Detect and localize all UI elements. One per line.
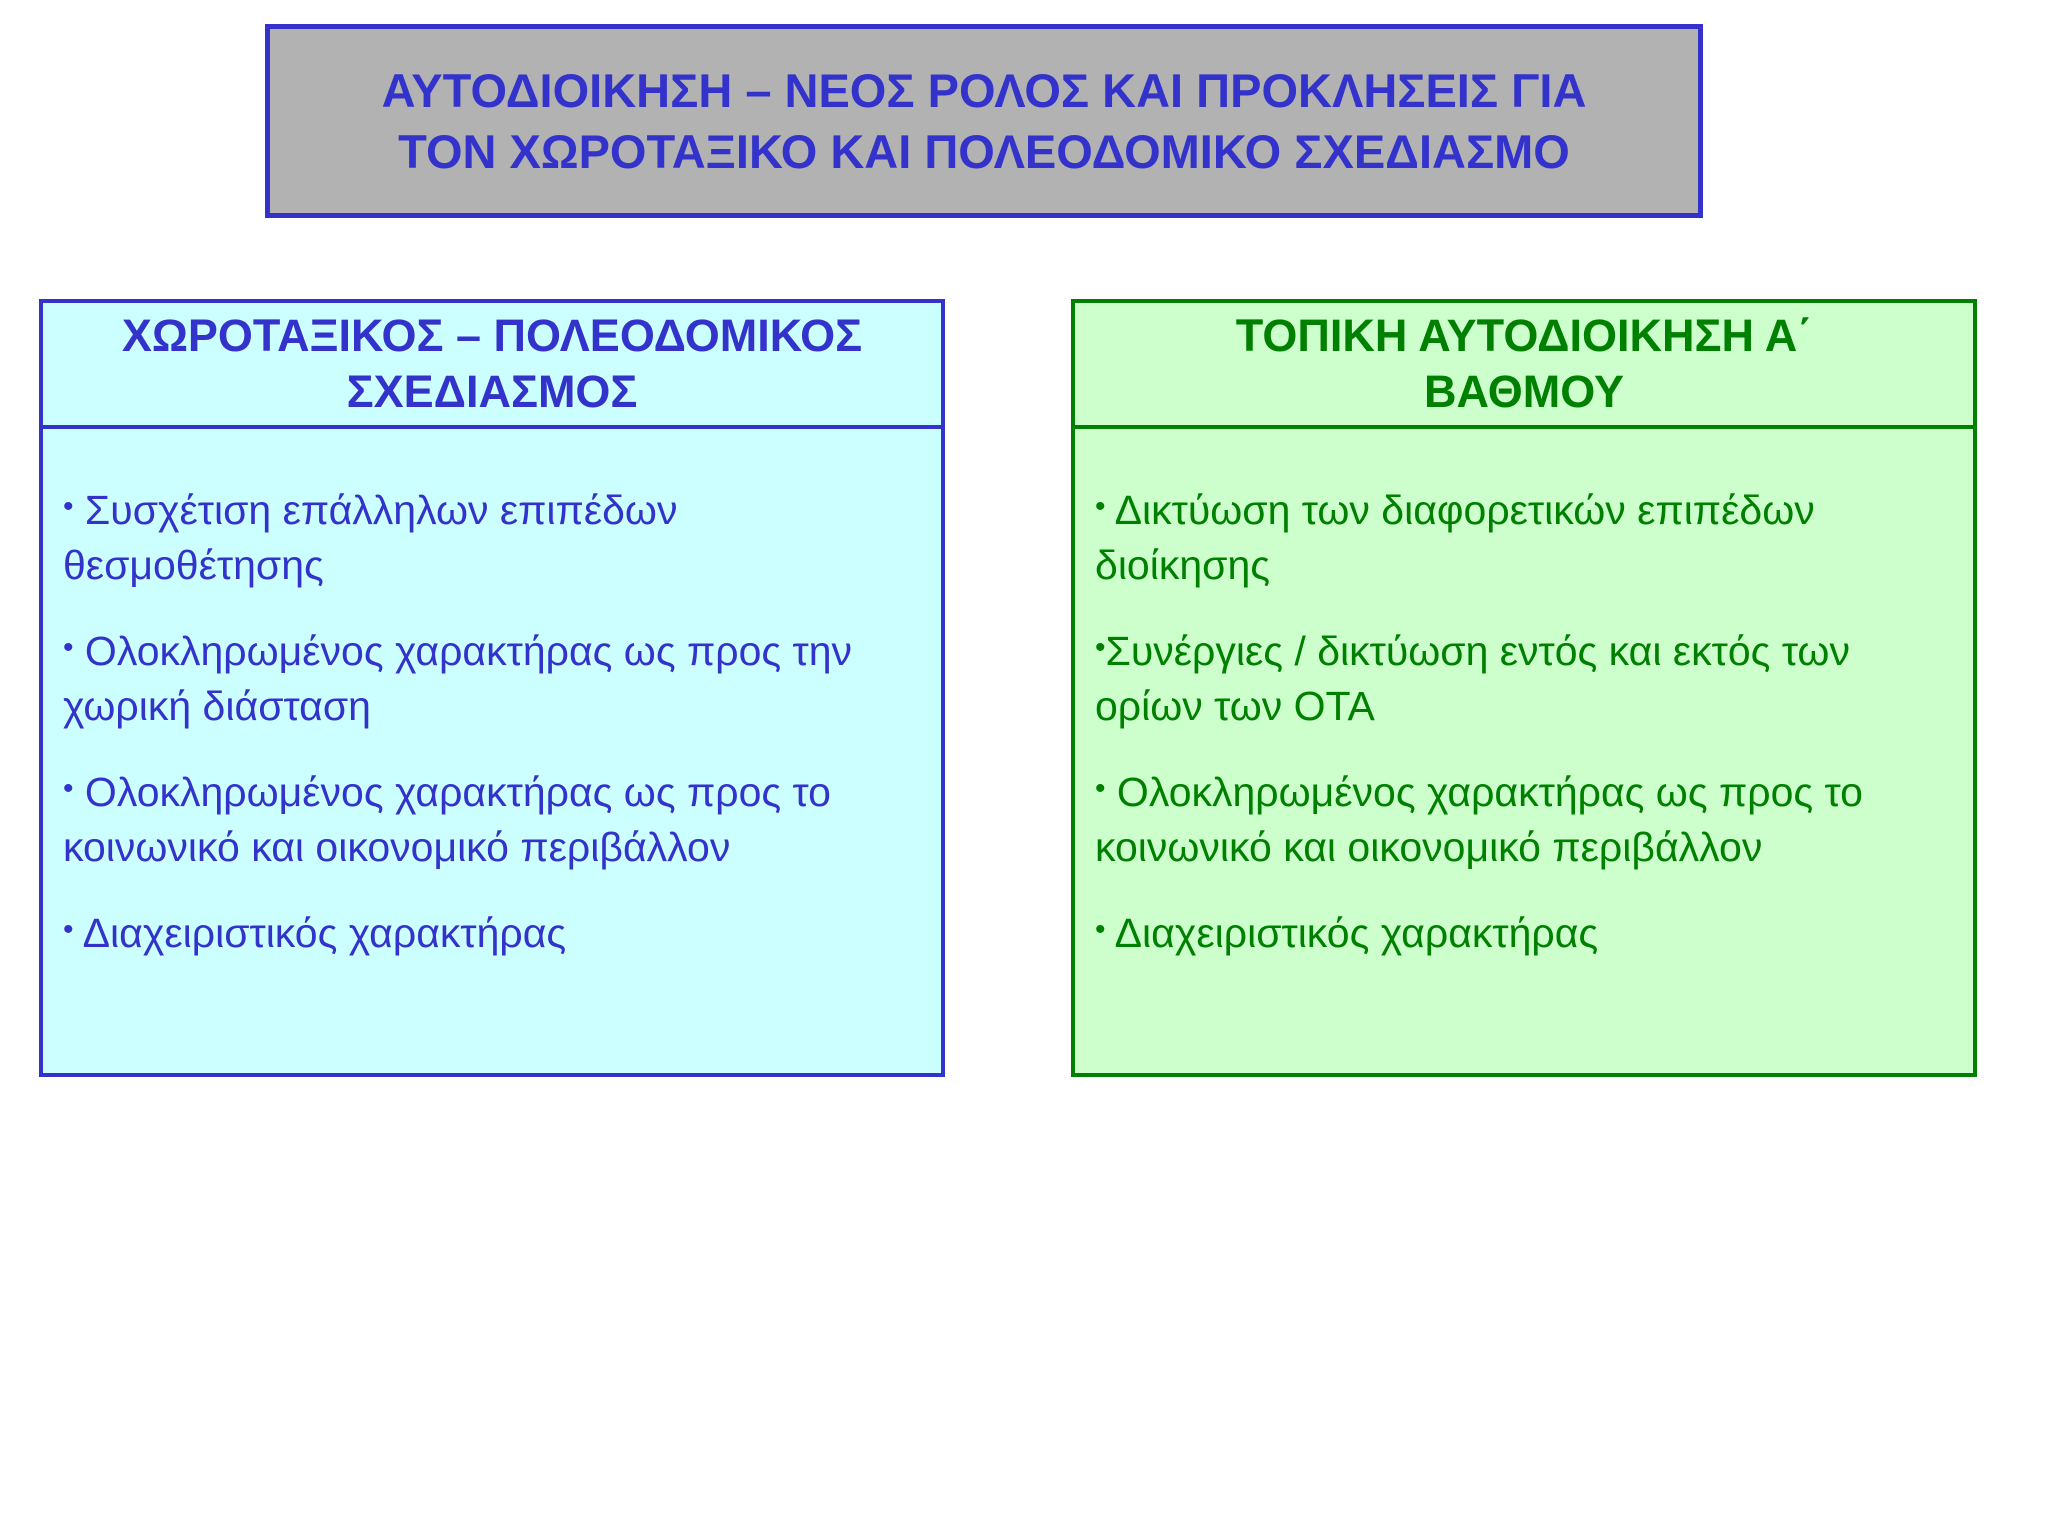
list-item — [1095, 479, 1955, 593]
local-government-panel — [1071, 299, 1977, 1077]
slide-title-line-1: ΑΥΤΟΔΙΟΙΚΗΣΗ – ΝΕΟΣ ΡΟΛΟΣ ΚΑΙ ΠΡΟΚΛΗΣΕΙΣ ΓΙΑ — [381, 64, 1587, 117]
slide-title — [265, 24, 1703, 218]
list-item — [63, 620, 923, 734]
bullet-icon: • — [63, 490, 74, 523]
planning-header-line-1: ΧΩΡΟΤΑΞΙΚΟΣ – ΠΟΛΕΟΔΟΜΙΚΟΣ — [121, 310, 863, 361]
planning-panel-body — [43, 429, 941, 961]
list-item-text: Ολοκληρωμένος χαρακτήρας ως προς την χωρική διάσταση — [63, 628, 853, 729]
planning-panel-header — [43, 303, 941, 429]
list-item — [1095, 761, 1955, 875]
bullet-icon: • — [1095, 490, 1106, 523]
list-item — [1095, 620, 1955, 734]
local-government-header-line-1: ΤΟΠΙΚΗ ΑΥΤΟΔΙΟΙΚΗΣΗ Α΄ — [1235, 310, 1813, 361]
local-government-panel-header — [1075, 303, 1973, 429]
list-item-text: Ολοκληρωμένος χαρακτήρας ως προς το κοινωνικό και οικονομικό περιβάλλον — [63, 769, 831, 870]
bullet-icon: • — [63, 772, 74, 805]
list-item-text: Συνέργιες / δικτύωση εντός και εκτός των ορίων των ΟΤΑ — [1095, 628, 1850, 729]
list-item-text: Διαχειριστικός χαρακτήρας — [82, 910, 567, 956]
list-item-text: Δικτύωση των διαφορετικών επιπέδων διοίκησης — [1095, 487, 1815, 588]
list-item-text: Διαχειριστικός χαρακτήρας — [1114, 910, 1599, 956]
bullet-icon: • — [63, 913, 74, 946]
list-item — [1095, 902, 1955, 961]
slide-title-line-2: ΤΟΝ ΧΩΡΟΤΑΞΙΚΟ ΚΑΙ ΠΟΛΕΟΔΟΜΙΚΟ ΣΧΕΔΙΑΣΜΟ — [398, 125, 1570, 178]
bullet-icon: • — [1095, 631, 1106, 664]
list-item — [63, 902, 923, 961]
bullet-icon: • — [1095, 772, 1106, 805]
bullet-icon: • — [63, 631, 74, 664]
local-government-panel-body — [1075, 429, 1973, 961]
list-item-text: Ολοκληρωμένος χαρακτήρας ως προς το κοινωνικό και οικονομικό περιβάλλον — [1095, 769, 1863, 870]
bullet-icon: • — [1095, 913, 1106, 946]
local-government-header-line-2: ΒΑΘΜΟΥ — [1423, 366, 1625, 417]
list-item — [63, 479, 923, 593]
list-item — [63, 761, 923, 875]
planning-panel — [39, 299, 945, 1077]
planning-header-line-2: ΣΧΕΔΙΑΣΜΟΣ — [346, 366, 638, 417]
list-item-text: Συσχέτιση επάλληλων επιπέδων θεσμοθέτησης — [63, 487, 678, 588]
